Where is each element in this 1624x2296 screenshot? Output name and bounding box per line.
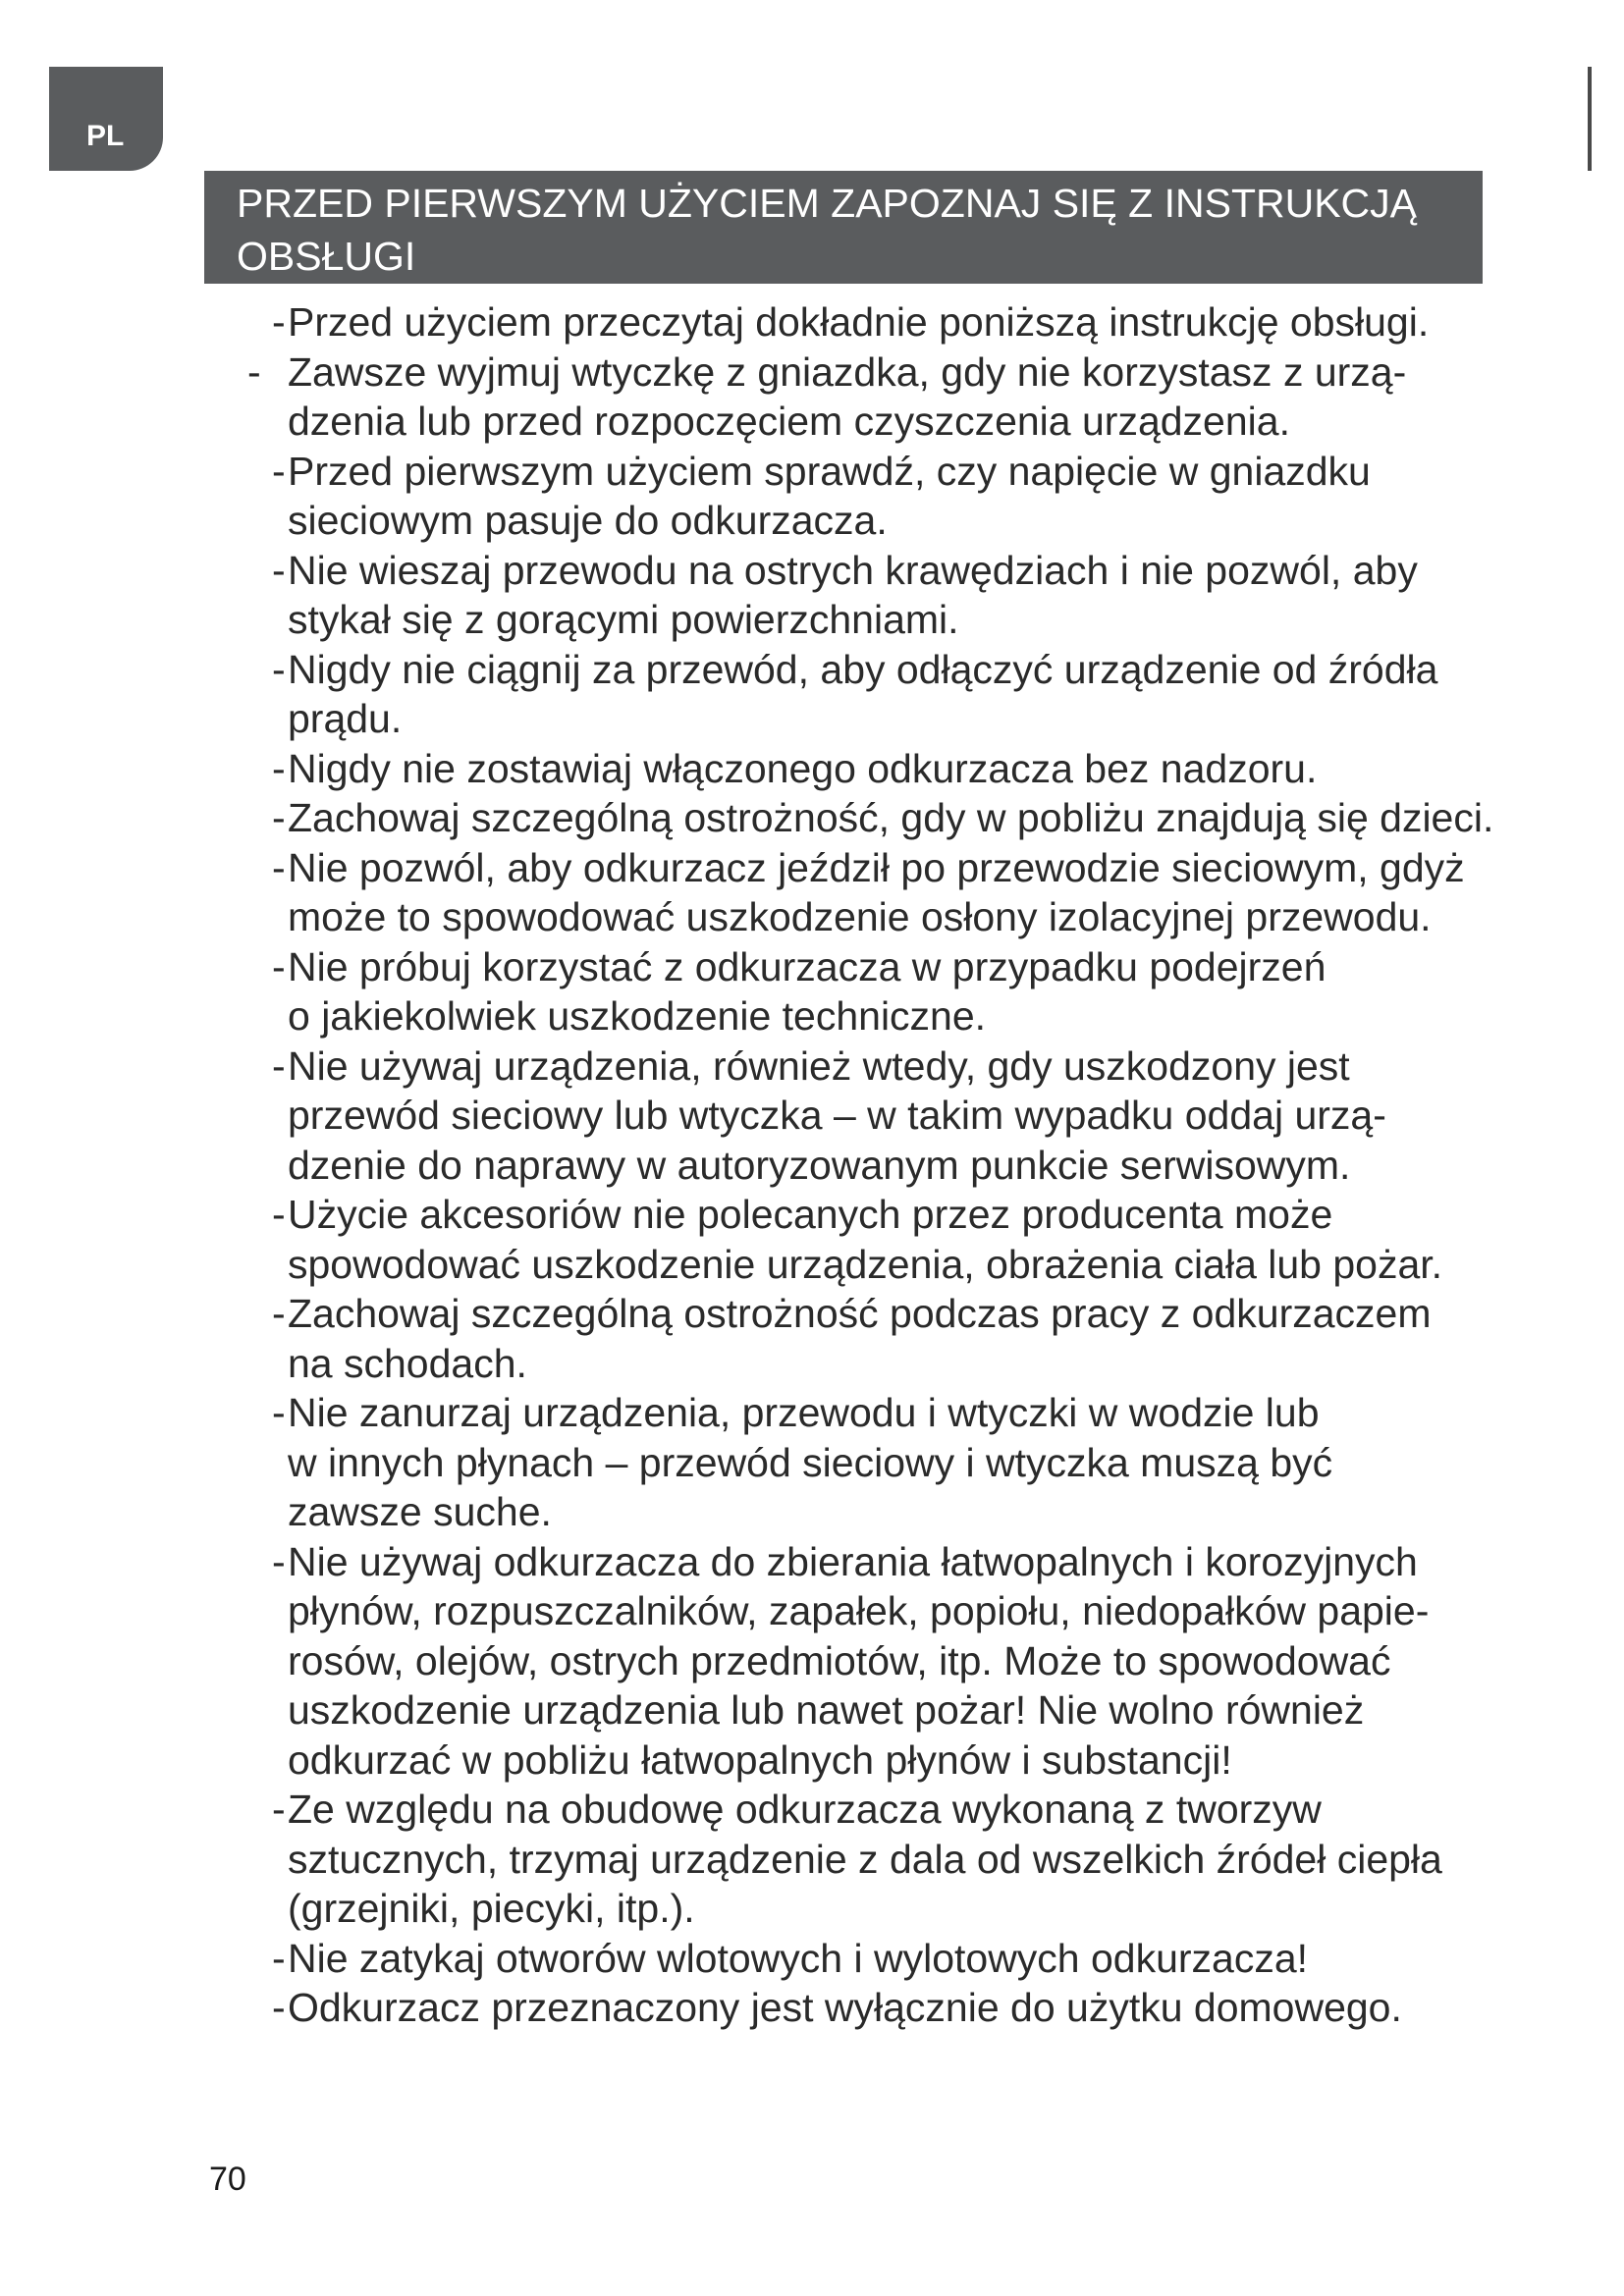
safety-item bbox=[0, 297, 1624, 347]
safety-item bbox=[0, 1983, 1624, 2033]
safety-item-text: Przed użyciem przeczytaj dokładnie poniższą instrukcję obsługi. bbox=[288, 299, 1430, 345]
safety-item bbox=[0, 744, 1624, 794]
safety-item bbox=[0, 1785, 1624, 1934]
safety-item-text: Użycie akcesoriów nie polecanych przez producenta może spowodować uszkodzenie urządzenia, obrażenia ciała lub pożar. bbox=[288, 1192, 1443, 1287]
safety-item-text: Nigdy nie zostawiaj włączonego odkurzacza bez nadzoru. bbox=[288, 745, 1318, 791]
list-dash: - bbox=[272, 1192, 286, 1237]
list-dash: - bbox=[272, 745, 286, 791]
list-dash: - bbox=[272, 448, 286, 494]
safety-item-text: Nie próbuj korzystać z odkurzacza w przypadku podejrzeń o jakiekolwiek uszkodzenie techniczne. bbox=[288, 943, 1326, 1039]
safety-item-text: Przed pierwszym użyciem sprawdź, czy napięcie w gniazdku sieciowym pasuje do odkurzacza. bbox=[288, 448, 1371, 543]
safety-item bbox=[0, 447, 1624, 546]
safety-item bbox=[0, 843, 1624, 942]
list-dash: - bbox=[272, 1538, 286, 1584]
safety-item bbox=[0, 645, 1624, 744]
safety-item-text: Nie pozwól, aby odkurzacz jeździł po przewodzie sieciowym, gdyż może to spowodować uszkodzenie osłony izolacyjnej przewodu. bbox=[288, 844, 1465, 939]
safety-instructions-list bbox=[0, 297, 1624, 2033]
safety-item bbox=[0, 793, 1624, 843]
safety-item-text: Nie zatykaj otworów wlotowych i wylotowych odkurzacza! bbox=[288, 1935, 1309, 1981]
safety-item bbox=[0, 1190, 1624, 1289]
safety-item-text: Nigdy nie ciągnij za przewód, aby odłączyć urządzenie od źródła prądu. bbox=[288, 646, 1438, 741]
safety-item-text: Nie używaj urządzenia, również wtedy, gdy uszkodzony jest przewód sieciowy lub wtyczka – w takim wypadku oddaj urzą- dzenie do naprawy w autoryzowanym punkcie serwisowym. bbox=[288, 1042, 1386, 1188]
list-dash: - bbox=[272, 299, 286, 345]
list-dash: - bbox=[272, 1985, 286, 2030]
safety-item-text: Nie wieszaj przewodu na ostrych krawędziach i nie pozwól, aby stykał się z gorącymi powierzchniami. bbox=[288, 547, 1418, 642]
list-dash: - bbox=[272, 1291, 286, 1336]
page-number: 70 bbox=[209, 2161, 246, 2198]
safety-item-text: Odkurzacz przeznaczony jest wyłącznie do użytku domowego. bbox=[288, 1985, 1402, 2030]
list-dash: - bbox=[272, 1390, 286, 1435]
safety-item-text: Ze względu na obudowę odkurzacza wykonaną z tworzyw sztucznych, trzymaj urządzenie z dala od wszelkich źródeł ciepła (grzejniki, piecyki, itp.). bbox=[288, 1787, 1442, 1931]
safety-item bbox=[0, 1934, 1624, 1984]
safety-item-text: Nie używaj odkurzacza do zbierania łatwopalnych i korozyjnych płynów, rozpuszczalników, zapałek, popiołu, niedopałków papie- rosów, olejów, ostrych przedmiotów, itp. Może to spowodować uszkodzenie urządzenia lub nawet pożar! Nie wolno również odkurzać w pobliżu łatwopalnych płynów i substancji! bbox=[288, 1538, 1430, 1783]
safety-item bbox=[0, 546, 1624, 645]
language-tab: PL bbox=[49, 67, 163, 171]
list-dash: - bbox=[272, 547, 286, 593]
safety-item-text: Zawsze wyjmuj wtyczkę z gniazdka, gdy nie korzystasz z urzą- dzenia lub przed rozpoczęciem czyszczenia urządzenia. bbox=[288, 348, 1407, 444]
safety-item bbox=[0, 1041, 1624, 1191]
list-dash: - bbox=[272, 646, 286, 692]
safety-item bbox=[0, 347, 1624, 447]
section-title-bar bbox=[204, 171, 1483, 284]
safety-item bbox=[0, 1289, 1624, 1388]
list-dash: - bbox=[272, 795, 286, 840]
safety-item bbox=[0, 1537, 1624, 1786]
list-dash: - bbox=[272, 1042, 286, 1089]
safety-item bbox=[0, 1388, 1624, 1537]
list-dash: - bbox=[272, 844, 286, 890]
list-dash: - bbox=[272, 943, 286, 989]
safety-item-text: Nie zanurzaj urządzenia, przewodu i wtyczki w wodzie lub w innych płynach – przewód sieciowy i wtyczka muszą być zawsze suche. bbox=[288, 1390, 1333, 1534]
safety-item bbox=[0, 942, 1624, 1041]
list-dash: - bbox=[247, 348, 261, 395]
list-dash: - bbox=[272, 1787, 286, 1832]
safety-item-text: Zachowaj szczególną ostrożność podczas pracy z odkurzaczem na schodach. bbox=[288, 1291, 1432, 1386]
safety-item-text: Zachowaj szczególną ostrożność, gdy w pobliżu znajdują się dzieci. bbox=[288, 795, 1494, 840]
list-dash: - bbox=[272, 1935, 286, 1981]
section-title: PRZED PIERWSZYM UŻYCIEM ZAPOZNAJ SIĘ Z INSTRUKCJĄ OBSŁUGI bbox=[237, 181, 1418, 279]
page-edge-mark bbox=[1588, 67, 1592, 171]
